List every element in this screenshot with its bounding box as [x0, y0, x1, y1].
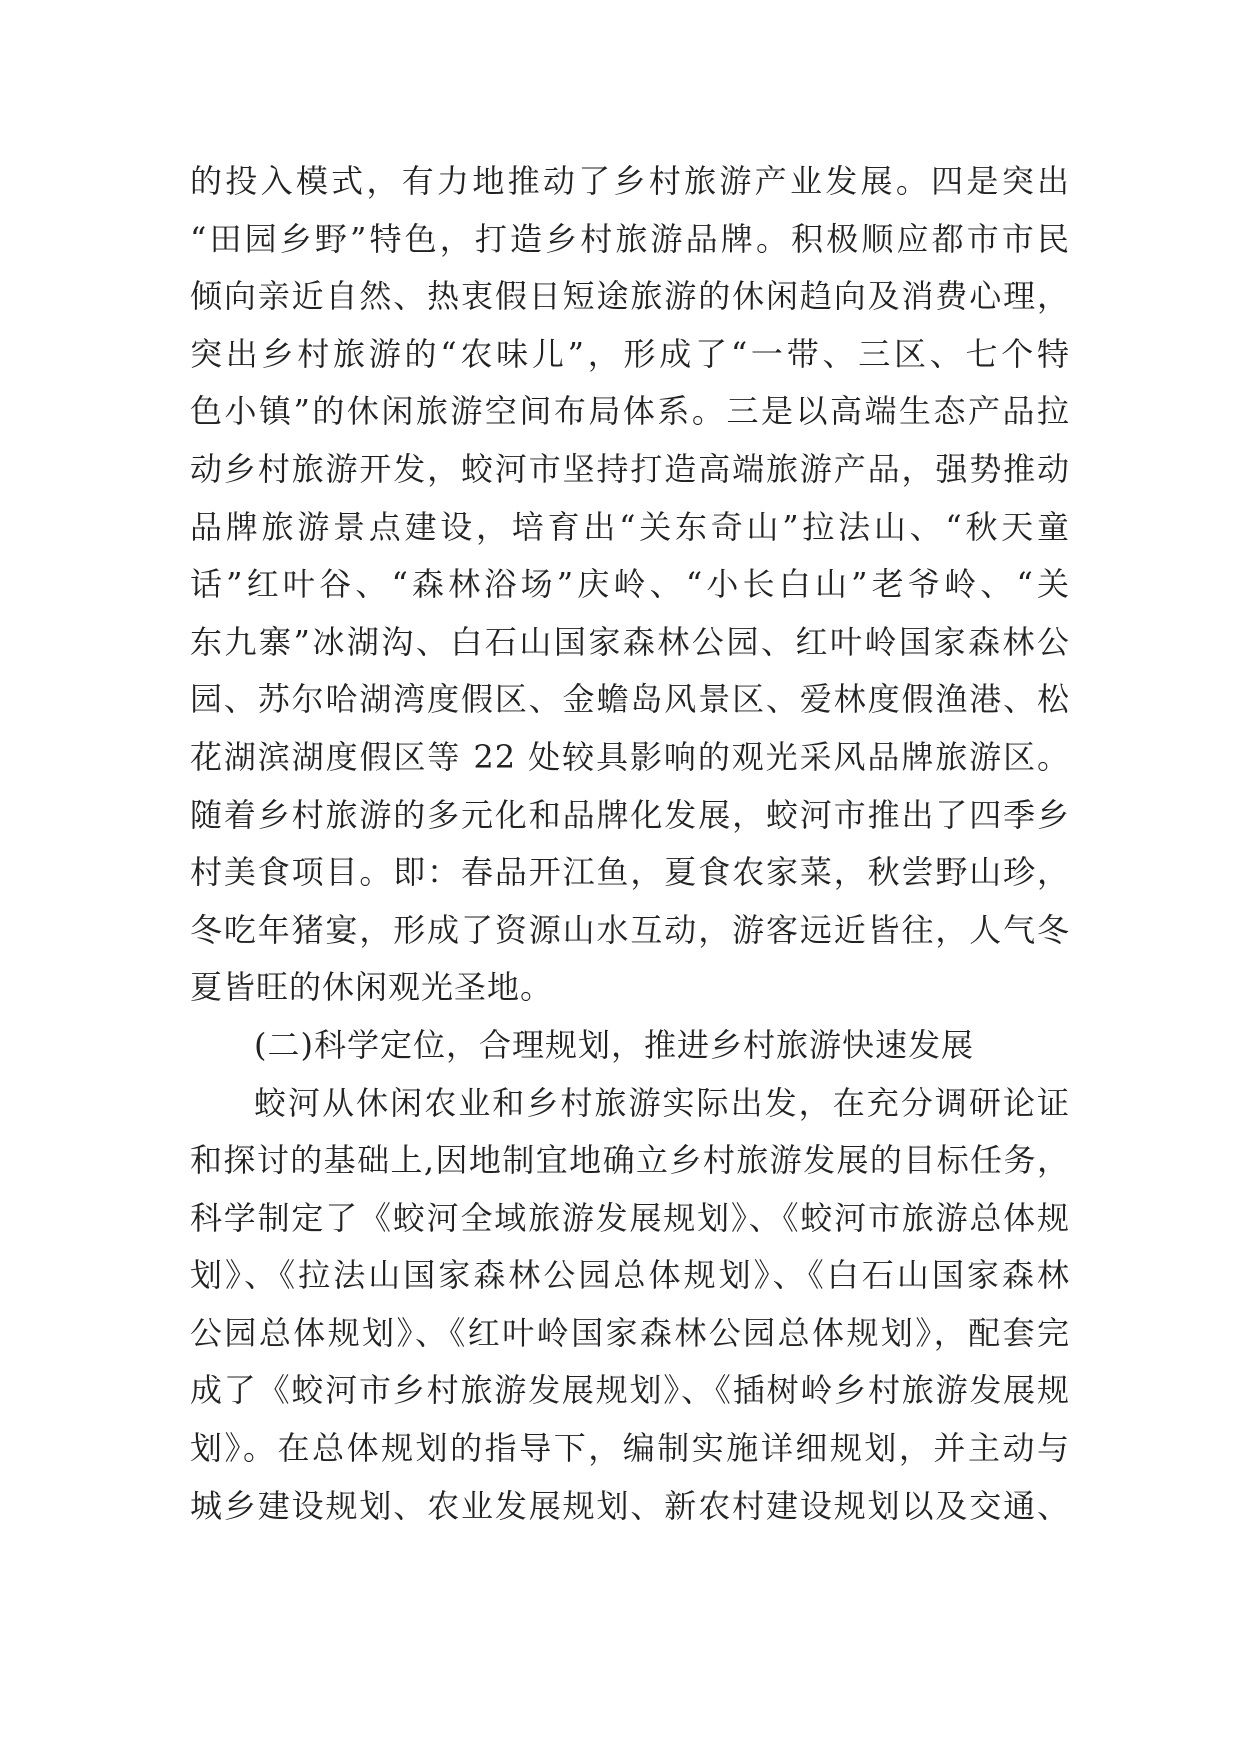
text-line: 划》、《拉法山国家森林公园总体规划》、《白石山国家森林 [190, 1257, 1070, 1295]
section-heading: (二)科学定位，合理规划，推进乡村旅游快速发展 [254, 1026, 974, 1064]
text-line: 冬吃年猪宴，形成了资源山水互动，游客远近皆往，人气冬 [190, 911, 1070, 949]
text-line: 色小镇”的休闲旅游空间布局体系。三是以高端生态产品拉 [190, 393, 1070, 431]
text-line: 城乡建设规划、农业发展规划、新农村建设规划以及交通、 [190, 1487, 1070, 1525]
text-line: 倾向亲近自然、热衷假日短途旅游的休闲趋向及消费心理， [190, 278, 1070, 316]
text-line: 村美食项目。即：春品开江鱼，夏食农家菜，秋尝野山珍， [190, 854, 1070, 892]
text-line: 划》。在总体规划的指导下，编制实施详细规划，并主动与 [190, 1430, 1070, 1468]
text-line: 话”红叶谷、“森林浴场”庆岭、“小长白山”老爷岭、“关 [190, 566, 1070, 604]
text-line: 园、苏尔哈湖湾度假区、金蟾岛风景区、爱林度假渔港、松 [190, 681, 1070, 719]
text-line: “田园乡野”特色，打造乡村旅游品牌。积极顺应都市市民 [190, 220, 1070, 258]
text-line: 蛟河从休闲农业和乡村旅游实际出发，在充分调研论证 [254, 1084, 1070, 1122]
text-line: 科学制定了《蛟河全域旅游发展规划》、《蛟河市旅游总体规 [190, 1199, 1070, 1237]
text-line: 东九寨”冰湖沟、白石山国家森林公园、红叶岭国家森林公 [190, 623, 1070, 661]
text-line: 夏皆旺的休闲观光圣地。 [190, 969, 554, 1007]
text-line: 公园总体规划》、《红叶岭国家森林公园总体规划》，配套完 [190, 1314, 1070, 1352]
text-line: 成了《蛟河市乡村旅游发展规划》、《插树岭乡村旅游发展规 [190, 1372, 1070, 1410]
text-line: 动乡村旅游开发，蛟河市坚持打造高端旅游产品，强势推动 [190, 450, 1070, 488]
body-text [190, 163, 1070, 1545]
text-line: 突出乡村旅游的“农味儿”，形成了“一带、三区、七个特 [190, 335, 1070, 373]
text-line: 的投入模式，有力地推动了乡村旅游产业发展。四是突出 [190, 163, 1070, 200]
text-line: 品牌旅游景点建设，培育出“关东奇山”拉法山、“秋天童 [190, 508, 1070, 546]
text-line: 随着乡村旅游的多元化和品牌化发展，蛟河市推出了四季乡 [190, 796, 1070, 834]
text-line: 花湖滨湖度假区等 22 处较具影响的观光采风品牌旅游区。 [190, 738, 1070, 776]
text-line: 和探讨的基础上,因地制宜地确立乡村旅游发展的目标任务， [190, 1142, 1070, 1180]
